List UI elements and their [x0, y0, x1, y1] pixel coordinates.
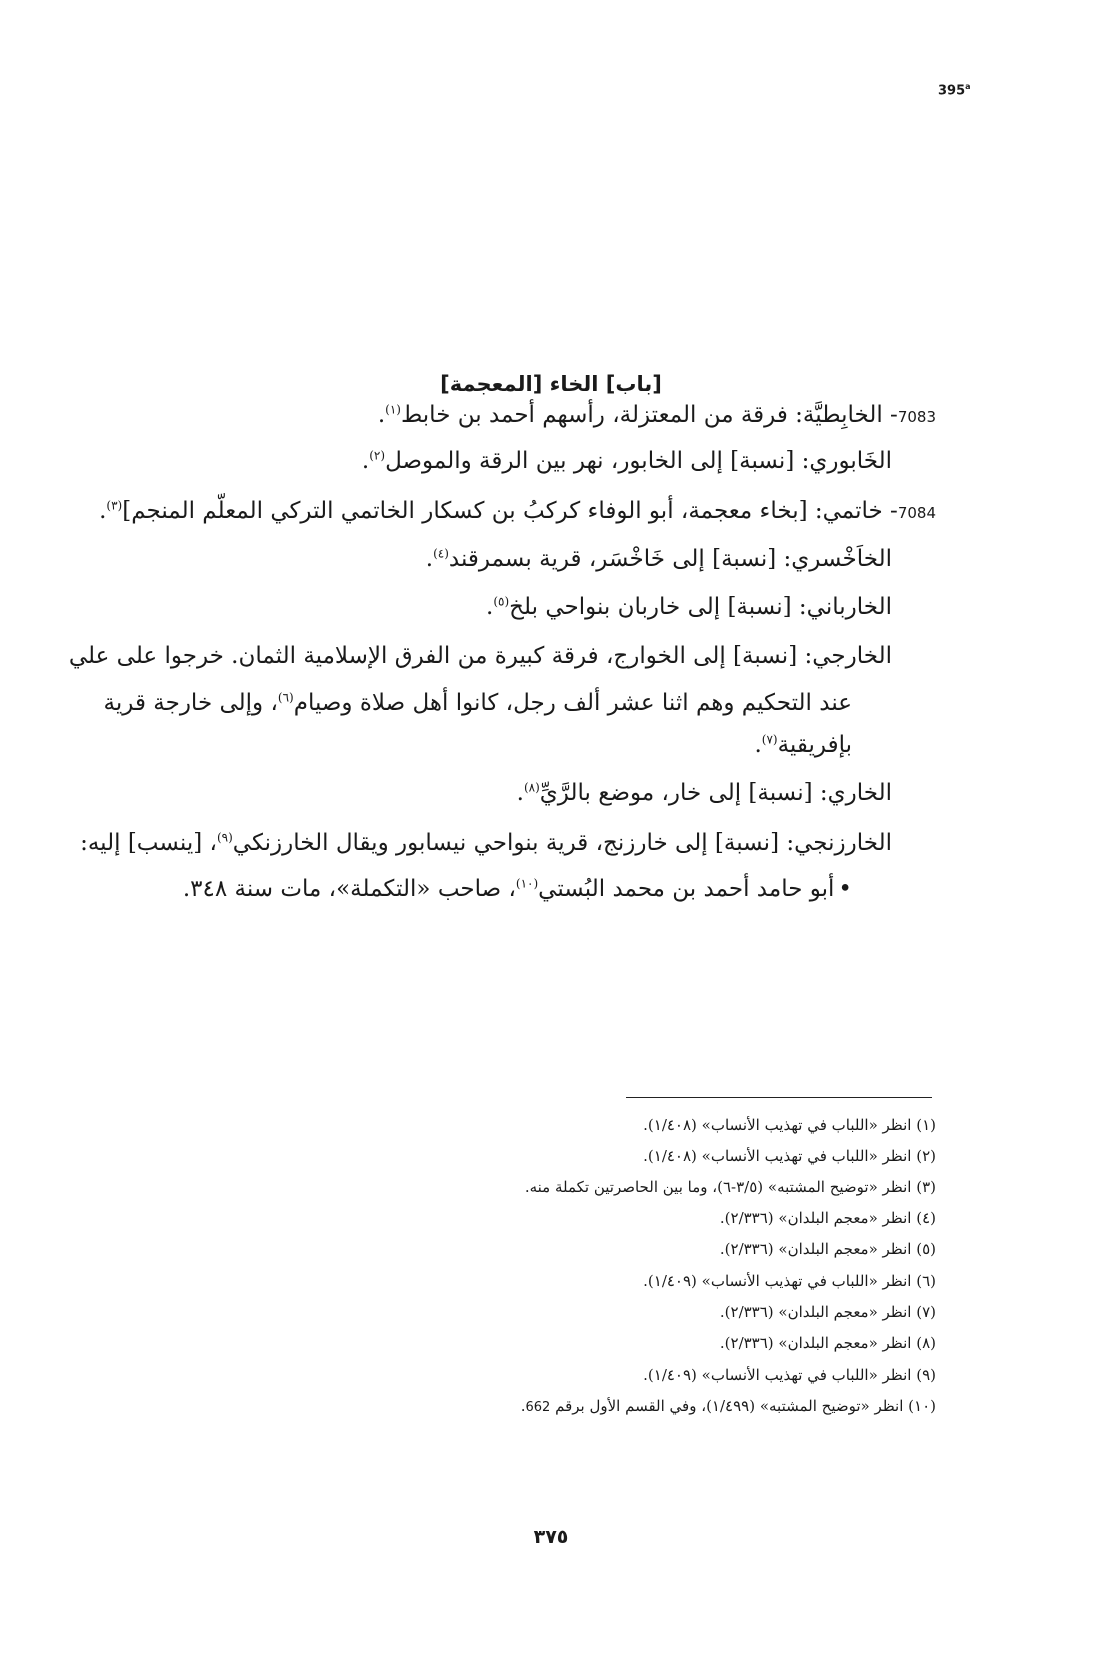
footnote-text: (١٠) انظر «توضيح المشتبه» (١/٤٩٩)، وفي القسم الأول برقم — [550, 1397, 936, 1415]
entry-text: بإفريقية — [777, 732, 852, 758]
entry-text-end: . — [516, 780, 524, 806]
entry-line-7 — [104, 686, 852, 720]
footnote-marker: (٥) — [493, 594, 510, 609]
entry-text: الخاري: [نسبة] إلى خار، موضع بالرَّيِّ — [539, 780, 892, 806]
entry-text: الخارباني: [نسبة] إلى خاربان بنواحي بلخ — [509, 594, 892, 620]
entry-line-6 — [69, 639, 892, 673]
entry-line-1 — [378, 398, 936, 434]
page-number: ٣٧٥ — [533, 1526, 569, 1548]
entry-number: 7083 — [897, 408, 936, 426]
entry-line-11 — [183, 872, 852, 906]
corner-reference-number: 395 — [938, 83, 966, 99]
footnote-marker: (١٠) — [515, 876, 539, 891]
entry-line-5 — [486, 590, 892, 624]
entry-text: أبو حامد أحمد بن محمد البُستي — [538, 876, 835, 902]
footnote-marker: (٤) — [433, 546, 449, 561]
footnote-text-end: . — [520, 1397, 526, 1415]
entry-text-end: . — [425, 546, 434, 572]
footnote-1: (١) انظر «اللباب في تهذيب الأنساب» (١/٤٠٨). — [643, 1116, 936, 1134]
section-heading: [باب] الخاء [المعجمة] — [440, 372, 662, 396]
footnote-9: (٩) انظر «اللباب في تهذيب الأنساب» (١/٤٠٩). — [643, 1366, 936, 1384]
entry-text-end: ، صاحب «التكملة»، مات سنة ٣٤٨. — [182, 876, 516, 902]
entry-text-end: . — [754, 732, 762, 758]
entry-line-3 — [99, 494, 936, 530]
entry-text-end: . — [99, 498, 107, 524]
entry-text: الخاَخْسري: [نسبة] إلى خَاخْسَر، قرية بسمرقند — [448, 546, 892, 572]
footnote-4: (٤) انظر «معجم البلدان» (٢/٣٣٦). — [719, 1209, 936, 1227]
footnote-6: (٦) انظر «اللباب في تهذيب الأنساب» (١/٤٠٩). — [643, 1272, 936, 1290]
footnote-divider — [626, 1097, 932, 1098]
corner-reference — [938, 82, 971, 98]
entry-text: - خاتمي: [بخاء معجمة، أبو الوفاء كركبُ بن كسكار الخاتمي التركي المعلّم المنجم] — [122, 498, 898, 524]
footnote-marker: (١) — [385, 402, 401, 417]
entry-text: الخَابوري: [نسبة] إلى الخابور، نهر بين الرقة والموصل — [385, 448, 892, 474]
footnote-8: (٨) انظر «معجم البلدان» (٢/٣٣٦). — [719, 1334, 936, 1352]
footnote-marker: (٧) — [761, 732, 778, 747]
bullet-icon: • — [838, 876, 852, 902]
footnote-marker: (٨) — [523, 780, 540, 795]
footnote-marker: (٢) — [369, 448, 386, 463]
footnote-10 — [521, 1395, 936, 1419]
entry-line-10 — [80, 826, 892, 860]
footnote-3: (٣) انظر «توضيح المشتبه» (٣/٥-٦)، وما بين الحاصرتين تكملة منه. — [524, 1178, 936, 1196]
entry-line-2 — [362, 444, 892, 478]
entry-text-end: . — [486, 594, 494, 620]
entry-text-end: . — [377, 402, 386, 428]
entry-number: 7084 — [897, 504, 936, 522]
entry-text-end: ، [ينسب] إليه: — [80, 830, 217, 856]
entry-text-end: . — [361, 448, 370, 474]
entry-text: - الخابِطيَّة: فرقة من المعتزلة، رأسهم أحمد بن خابط — [400, 402, 898, 428]
entry-line-8 — [754, 728, 852, 762]
entry-line-4 — [426, 542, 892, 576]
entry-text: الخارزنجي: [نسبة] إلى خارزنج، قرية بنواحي نيسابور ويقال الخارزنكي — [232, 830, 892, 856]
entry-text: عند التحكيم وهم اثنا عشر ألف رجل، كانوا أهل صلاة وصيام — [293, 690, 852, 716]
entry-text: الخارجي: [نسبة] إلى الخوارج، فرقة كبيرة من الفرق الإسلامية الثمان. خرجوا على علي — [68, 643, 892, 669]
corner-reference-suffix: a — [965, 82, 971, 91]
footnote-marker: (٩) — [216, 830, 233, 845]
footnote-5: (٥) انظر «معجم البلدان» (٢/٣٣٦). — [719, 1240, 936, 1258]
footnote-marker: (٣) — [106, 498, 123, 513]
footnote-marker: (٦) — [277, 690, 294, 705]
entry-line-9 — [517, 776, 892, 810]
entry-text-end: ، وإلى خارجة قرية — [103, 690, 278, 716]
footnote-7: (٧) انظر «معجم البلدان» (٢/٣٣٦). — [719, 1303, 936, 1321]
footnote-2: (٢) انظر «اللباب في تهذيب الأنساب» (١/٤٠٨). — [643, 1147, 936, 1165]
footnote-reference-number: 662 — [525, 1400, 551, 1415]
